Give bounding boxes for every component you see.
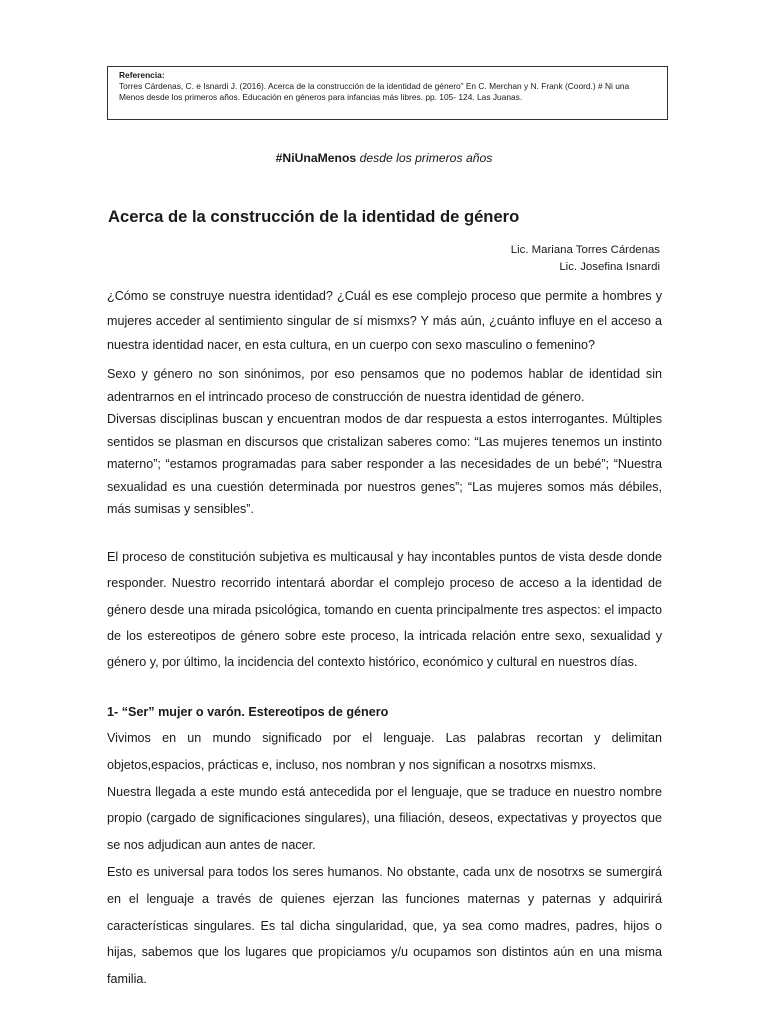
reference-box	[107, 66, 668, 120]
author-name: Lic. Josefina Isnardi	[559, 261, 660, 273]
chapter-title: Acerca de la construcción de la identidad de género	[108, 207, 520, 226]
book-subtitle: desde los primeros años	[359, 151, 493, 165]
paragraph-block	[107, 544, 662, 675]
reference-citation: Torres Cárdenas, C. e Isnardi J. (2016). Acerca de la construcción de la identidad de género” En C. Merchan y N. Frank (Coord.) # Ni una Menos desde los primeros años. Educación en géneros para infancias más libres. pp. 105- 124. Las Juanas.	[119, 81, 630, 102]
paragraph: ¿Cómo se construye nuestra identidad? ¿Cuál es ese complejo proceso que permite a hombres y mujeres acceder al sentimiento singular de sí mismxs? Y más aún, ¿cuánto influye en el acceso a nuestra identidad nacer, en esta cultura, en un cuerpo con sexo masculino o femenino?	[107, 289, 662, 353]
reference-label: Referencia:	[119, 70, 165, 80]
section-heading: 1- “Ser” mujer o varón. Estereotipos de género	[107, 705, 389, 719]
paragraph-block	[107, 284, 662, 358]
paragraph: El proceso de constitución subjetiva es multicausal y hay incontables puntos de vista desde donde responder. Nuestro recorrido intentará abordar el complejo proceso de acceso a la identidad de género desde una mirada psicológica, tomando en cuenta principalmente tres aspectos: el impacto de los estereotipos de género sobre este proceso, la intricada relación entre sexo, sexualidad y género y, por último, la incidencia del contexto histórico, económico y cultural en nuestros días.	[107, 550, 662, 670]
paragraph: Sexo y género no son sinónimos, por eso pensamos que no podemos hablar de identidad sin adentrarnos en el intrincado proceso de construcción de nuestra identidad de género.	[107, 367, 662, 404]
section-body	[107, 725, 662, 993]
paragraph: Nuestra llegada a este mundo está antecedida por el lenguaje, que se traduce en nuestro nombre propio (cargado de significaciones singulares), una filiación, deseos, expectativas y proyectos que se nos adjudican aun antes de nacer.	[107, 784, 662, 853]
paragraph: Diversas disciplinas buscan y encuentran modos de dar respuesta a estos interrogantes. Múltiples sentidos se plasman en discursos que cristalizan saberes como: “Las mujeres tenemos un instinto materno”; “estamos programadas para saber responder a las necesidades de un bebé”; “Nuestra sexualidad es una cuestión determinada por nuestros genes”; “Las mujeres somos más débiles, más sumisas y sensibles”.	[107, 412, 662, 516]
book-title-line	[0, 151, 768, 165]
paragraph-block	[107, 363, 662, 521]
authors-block	[511, 242, 660, 276]
paragraph: Vivimos en un mundo significado por el lenguaje. Las palabras recortan y delimitan objetos,espacios, prácticas e, incluso, nos nombran y nos significan a nosotrxs mismxs.	[107, 731, 662, 772]
author-name: Lic. Mariana Torres Cárdenas	[510, 244, 660, 256]
paragraph: Esto es universal para todos los seres humanos. No obstante, cada unx de nosotrxs se sumergirá en el lenguaje a través de quienes ejerzan las funciones maternas y paternas y adquirirá características singulares. Es tal dicha singularidad, que, ya sea como madres, padres, hijos o hijas, sabemos que los lugares que propiciamos y/u ocupamos son distintos aún en una misma familia.	[107, 864, 662, 987]
hashtag-text: #NiUnaMenos	[275, 151, 357, 165]
